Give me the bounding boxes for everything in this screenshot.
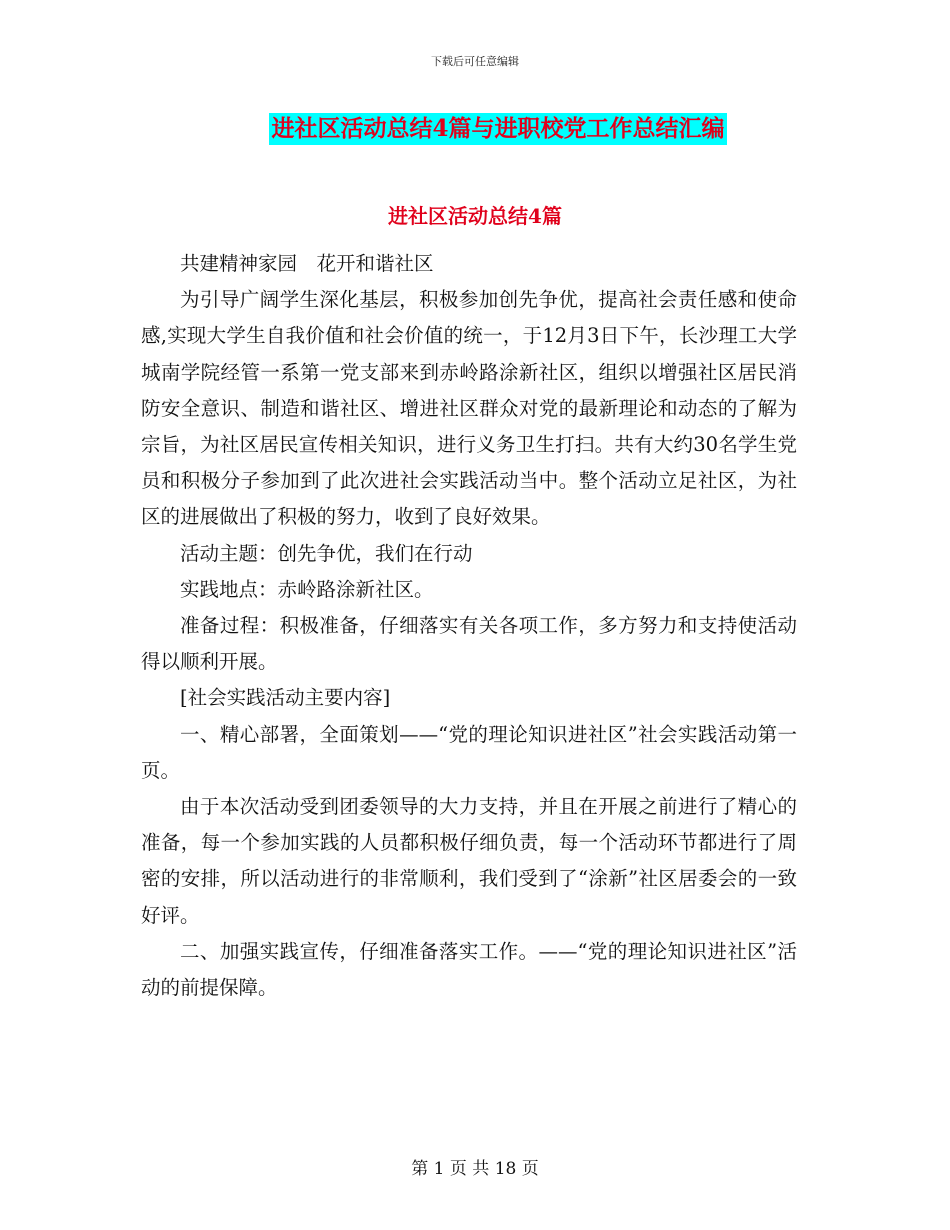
- body-text: [141, 246, 797, 1006]
- paragraph-section-one: 一、精心部署，全面策划——“党的理论知识进社区”社会实践活动第一页。: [141, 722, 797, 782]
- paragraph-theme: 活动主题：创先争优，我们在行动: [180, 541, 473, 565]
- header-note: 下载后可任意编辑: [431, 55, 519, 68]
- section-title: 进社区活动总结4篇: [388, 204, 562, 228]
- main-title-wrap: [0, 113, 950, 145]
- paragraph-location: 实践地点：赤岭路涂新社区。: [180, 577, 434, 601]
- paragraph-content-heading: [社会实践活动主要内容]: [180, 686, 391, 710]
- paragraph-intro: 为引导广阔学生深化基层，积极参加创先争优，提高社会责任感和使命感,实现大学生自我价值和社会价值的统一，于12月3日下午，长沙理工大学城南学院经管一系第一党支部来到赤岭路涂新社区，组织以增强社区居民消防安全意识、制造和谐社区、增进社区群众对党的最新理论和动态的了解为宗旨，为社区居民宣传相关知识，进行义务卫生打扫。共有大约30名学生党员和积极分子参加到了此次进社会实践活动当中。整个活动立足社区，为社区的进展做出了积极的努力，收到了良好效果。: [141, 288, 797, 529]
- paragraph-section-two: 二、加强实践宣传，仔细准备落实工作。——“党的理论知识进社区”活动的前提保障。: [141, 939, 797, 1000]
- paragraph-preparation: 准备过程：积极准备，仔细落实有关各项工作，多方努力和支持使活动得以顺利开展。: [141, 614, 797, 674]
- main-title: 进社区活动总结4篇与进职校党工作总结汇编: [269, 113, 726, 145]
- paragraph-section-one-body: 由于本次活动受到团委领导的大力支持，并且在开展之前进行了精心的准备，每一个参加实践的人员都积极仔细负责，每一个活动环节都进行了周密的安排，所以活动进行的非常顺利，我们受到了“涂新”社区居委会的一致好评。: [141, 795, 797, 927]
- paragraph-slogan: 共建精神家园 花开和谐社区: [180, 252, 434, 275]
- page-footer: 第 1 页 共 18 页: [411, 1159, 539, 1179]
